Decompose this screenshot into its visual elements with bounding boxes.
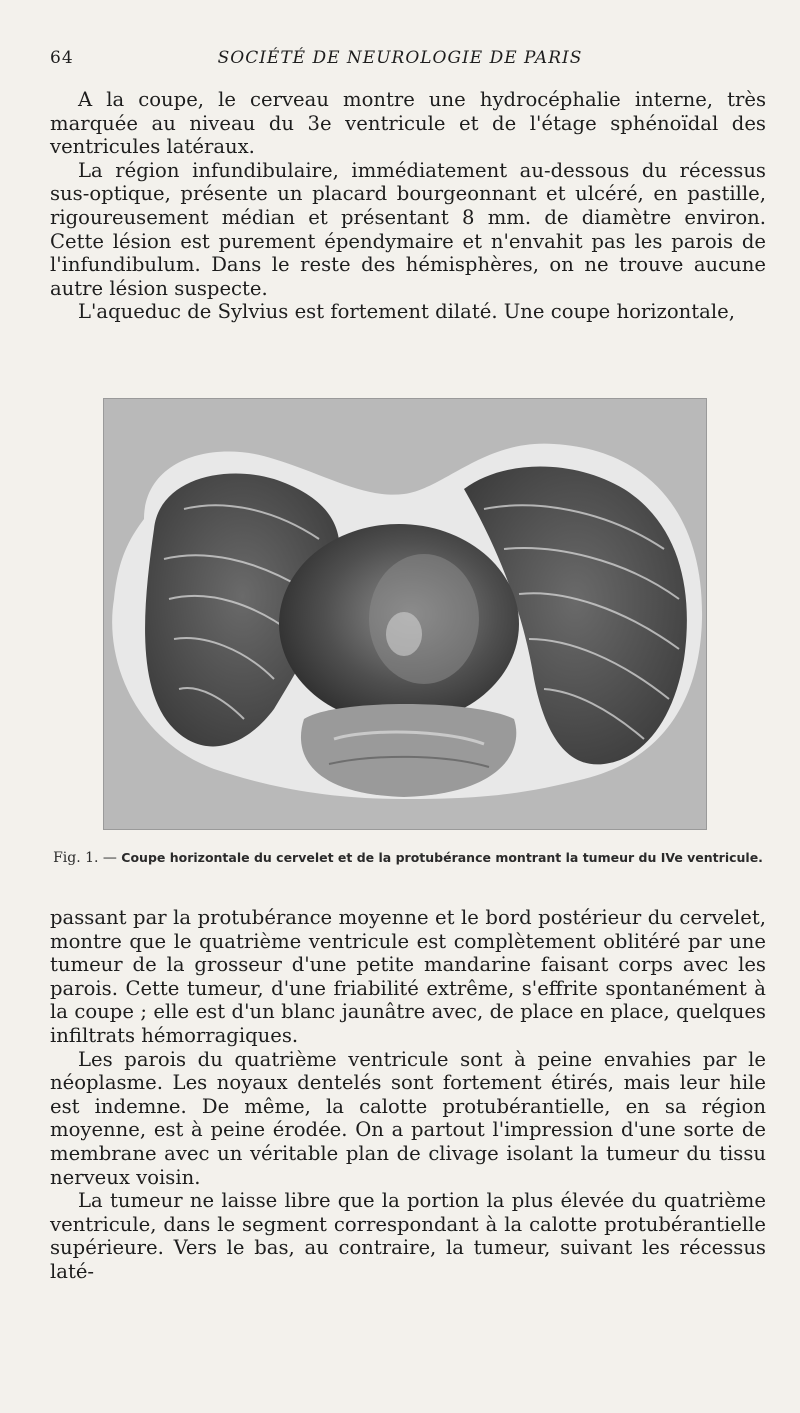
page-number: 64 — [50, 48, 74, 68]
figure-caption — [50, 850, 766, 866]
running-header — [50, 48, 750, 70]
figure-label: Fig. 1. — — [53, 850, 117, 866]
paragraph: L'aqueduc de Sylvius est fortement dilaté. Une coupe horizontale, — [78, 300, 735, 324]
text-block-top — [50, 88, 766, 324]
paragraph: La région infundibulaire, immédiatement au-dessous du récessus sus-optique, présente un placard bourgeonnant et ulcéré, en pastille, rigoureusement médian et présentant 8 mm. de diamètre environ. Cette lésion est purement épendymaire et n'envahit pas les parois de l'infundibulum. Dans le reste des hémisphères, on ne trouve aucune autre lésion suspecte. — [50, 158, 766, 300]
paragraph: La tumeur ne laisse libre que la portion la plus élevée du quatrième ventricule, dans le segment correspondant à la calotte protubérantielle supérieure. Vers le bas, au contraire, la tumeur, suivant les récessus laté- — [50, 1189, 766, 1283]
running-title: SOCIÉTÉ DE NEUROLOGIE DE PARIS — [217, 48, 583, 68]
brain-section-illustration — [104, 399, 706, 829]
paragraph: A la coupe, le cerveau montre une hydrocéphalie interne, très marquée au niveau du 3e ventricule et de l'étage sphénoïdal des ventricules latéraux. — [50, 88, 766, 159]
paragraph: passant par la protubérance moyenne et le bord postérieur du cervelet, montre que le quatrième ventricule est complètement oblitéré par une tumeur de la grosseur d'une petite mandarine faisant corps avec les parois. Cette tumeur, d'une friabilité extrême, s'effrite spontanément à la coupe ; elle est d'un blanc jaunâtre avec, de place en place, quelques infiltrats hémorragiques. — [50, 906, 766, 1047]
figure-photo — [103, 398, 707, 830]
paragraph: Les parois du quatrième ventricule sont à peine envahies par le néoplasme. Les noyaux dentelés sont fortement étirés, mais leur hile est indemne. De même, la calotte protubérantielle, en sa région moyenne, est à peine érodée. On a partout l'impression d'une sorte de membrane avec un véritable plan de clivage isolant la tumeur du tissu nerveux voisin. — [50, 1047, 766, 1189]
text-block-bottom — [50, 906, 766, 1284]
figure-caption-text: Coupe horizontale du cervelet et de la protubérance montrant la tumeur du IVe ventricule. — [121, 850, 763, 865]
